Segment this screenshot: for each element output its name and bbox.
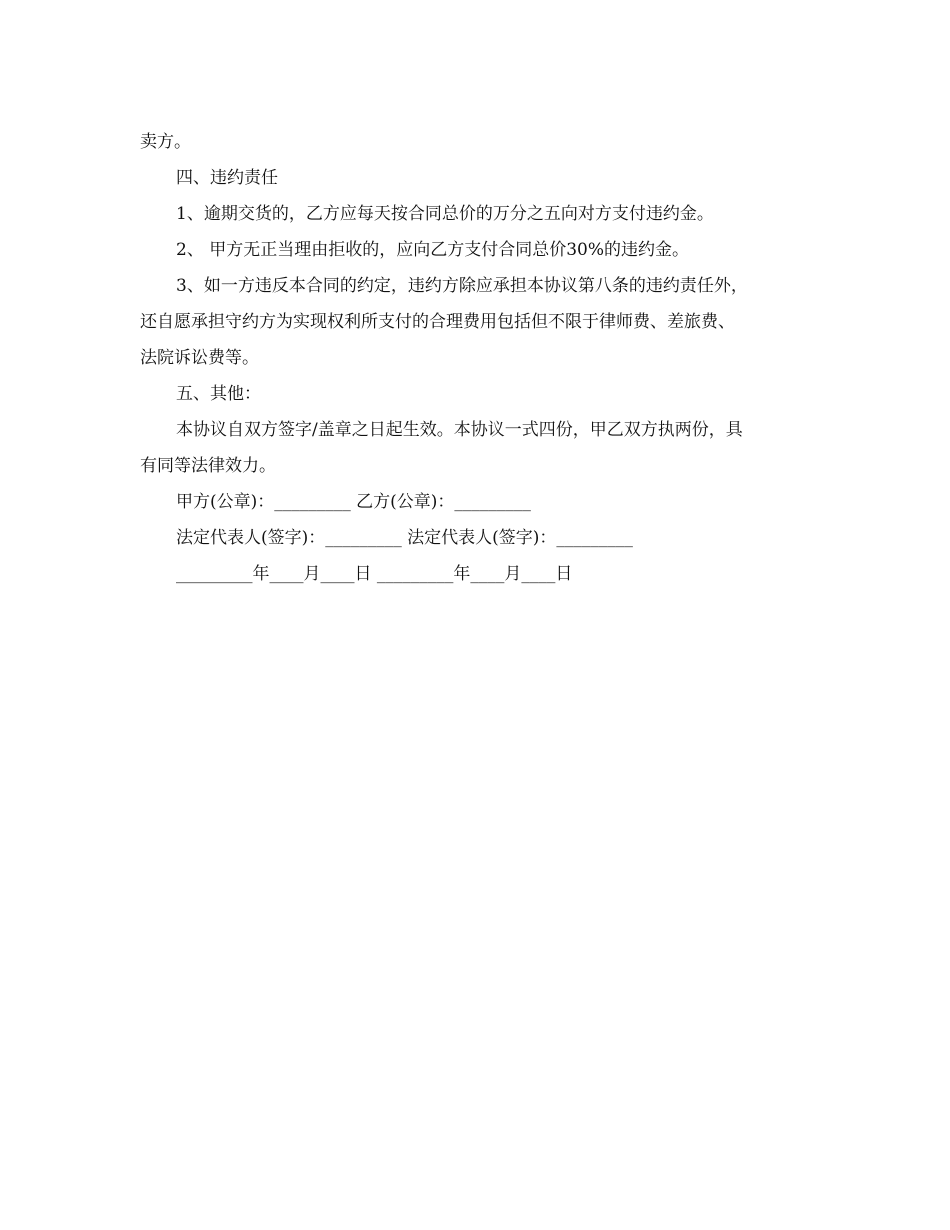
text-line: 卖方。 bbox=[140, 132, 191, 152]
clause-3-continued: 法院诉讼费等。 bbox=[140, 348, 259, 368]
signature-line: 法定代表人(签字)：_________ 法定代表人(签字)：_________ bbox=[176, 528, 633, 548]
seal-line: 甲方(公章)：_________ 乙方(公章)：_________ bbox=[176, 492, 531, 512]
clause-3: 3、如一方违反本合同的约定，违约方除应承担本协议第八条的违约责任外， bbox=[176, 276, 748, 296]
date-line: _________年____月____日 _________年____月____日 bbox=[176, 564, 573, 584]
effective-clause-continued: 有同等法律效力。 bbox=[140, 456, 276, 476]
clause-3-continued: 还自愿承担守约方为实现权利所支付的合理费用包括但不限于律师费、差旅费、 bbox=[140, 312, 735, 332]
document-page bbox=[140, 124, 810, 592]
clause-2: 2、 甲方无正当理由拒收的，应向乙方支付合同总价30%的违约金。 bbox=[176, 240, 690, 260]
effective-clause: 本协议自双方签字/盖章之日起生效。本协议一式四份，甲乙双方执两份，具 bbox=[176, 420, 743, 440]
section-heading-other: 五、其他： bbox=[176, 384, 261, 404]
clause-1: 1、逾期交货的，乙方应每天按合同总价的万分之五向对方支付违约金。 bbox=[176, 204, 714, 224]
section-heading-breach: 四、违约责任 bbox=[176, 168, 278, 188]
